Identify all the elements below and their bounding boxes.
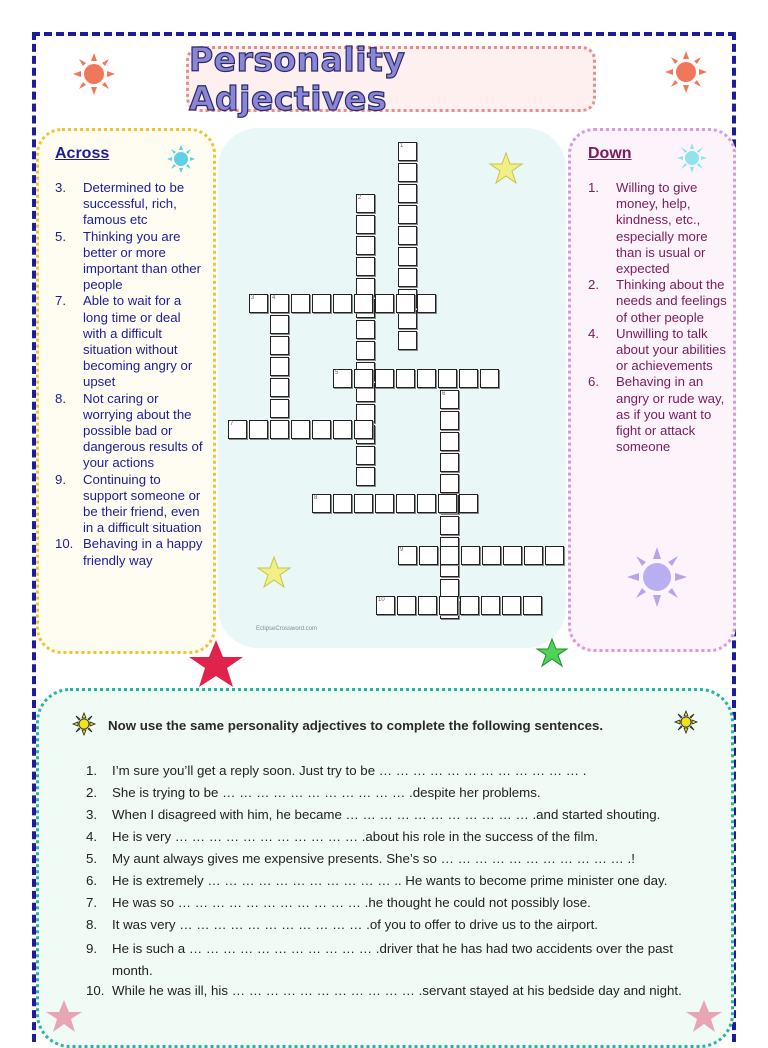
- crossword-cell[interactable]: [398, 184, 417, 203]
- sentence-item: 1. I’m sure you’ll get a reply soon. Just try to be … … … … … … … … … … … … .: [86, 763, 587, 778]
- crossword-cell[interactable]: [523, 596, 542, 615]
- crossword-cell[interactable]: [438, 494, 457, 513]
- crossword-cell[interactable]: [418, 596, 437, 615]
- crossword-cell[interactable]: [481, 596, 500, 615]
- sentence-item: 5. My aunt always gives me expensive presents. She’s so … … … … … … … … … … … .!: [86, 851, 635, 866]
- star-icon: [186, 638, 246, 690]
- crossword-cell[interactable]: [438, 369, 457, 388]
- crossword-cell[interactable]: [440, 432, 459, 451]
- crossword-cell[interactable]: [375, 369, 394, 388]
- sentence-item: 6. He is extremely … … … … … … … … … … … .. He wants to become prime minister one day.: [86, 873, 668, 888]
- sun-icon: [664, 50, 708, 94]
- crossword-cell[interactable]: [397, 596, 416, 615]
- crossword-cell[interactable]: [459, 494, 478, 513]
- crossword-cell[interactable]: [440, 546, 459, 565]
- clue-number: 9: [400, 547, 404, 553]
- crossword-cell[interactable]: [439, 596, 458, 615]
- crossword-cell[interactable]: [270, 336, 289, 355]
- clue-item: 8. Not caring or worrying about the possible bad or dangerous results of your actions: [55, 390, 203, 471]
- crossword-cell[interactable]: [333, 420, 352, 439]
- crossword-cell[interactable]: [398, 247, 417, 266]
- sun-icon: [166, 144, 196, 174]
- title-box: [186, 40, 596, 118]
- crossword-cell[interactable]: [354, 494, 373, 513]
- clue-number: 4: [272, 295, 276, 301]
- down-heading: Down: [588, 145, 632, 162]
- sentence-item: 3. When I disagreed with him, he became … … … … … … … … … … … .and started shouting.: [86, 807, 661, 822]
- sun-icon: [626, 546, 688, 608]
- crossword-cell[interactable]: [270, 357, 289, 376]
- clue-item: 3. Determined to be successful, rich, famous etc: [55, 180, 185, 228]
- crossword-cell[interactable]: [417, 294, 436, 313]
- crossword-cell[interactable]: [396, 369, 415, 388]
- crossword-cell[interactable]: [312, 294, 331, 313]
- crossword-cell[interactable]: [270, 399, 289, 418]
- crossword-cell[interactable]: [356, 341, 375, 360]
- crossword-cell[interactable]: [461, 546, 480, 565]
- crossword-cell[interactable]: [440, 474, 459, 493]
- clue-number: 5: [335, 370, 339, 376]
- crossword-cell[interactable]: [249, 420, 268, 439]
- star-icon: [44, 998, 84, 1024]
- crossword-cell[interactable]: [417, 494, 436, 513]
- clue-item: 7. Able to wait for a long time or deal with a difficult situation without becoming angry or upset: [55, 293, 193, 390]
- clue-item: 10. Behaving in a happy friendly way: [55, 536, 203, 568]
- sentence-list: [86, 762, 706, 1004]
- sentence-item: 4. He is very … … … … … … … … … … … .about his role in the success of the film.: [86, 829, 599, 844]
- sentence-item: 10. While he was ill, his … … … … … … … … … … … .servant stayed at his bedside day and night.: [86, 983, 682, 998]
- crossword-cell[interactable]: [417, 369, 436, 388]
- crossword-cell[interactable]: [460, 596, 479, 615]
- crossword-cell[interactable]: [459, 369, 478, 388]
- crossword-cell[interactable]: [356, 257, 375, 276]
- crossword-cell[interactable]: [356, 236, 375, 255]
- crossword-cell[interactable]: [354, 420, 373, 439]
- crossword-cell[interactable]: [398, 226, 417, 245]
- clue-number: 10: [378, 597, 385, 603]
- crossword-cell[interactable]: [440, 453, 459, 472]
- crossword-cell[interactable]: [356, 320, 375, 339]
- crossword-cell[interactable]: [545, 546, 564, 565]
- clue-number: 1: [400, 143, 404, 149]
- crossword-cell[interactable]: [356, 446, 375, 465]
- crossword-cell[interactable]: [356, 467, 375, 486]
- star-icon: [488, 152, 524, 186]
- clue-item: 4. Unwilling to talk about your abilities or achievements: [588, 325, 726, 374]
- crossword-cell[interactable]: [398, 268, 417, 287]
- crossword-cell[interactable]: [419, 546, 438, 565]
- crossword-cell[interactable]: [375, 494, 394, 513]
- crossword-cell[interactable]: [333, 494, 352, 513]
- crossword-cell[interactable]: [480, 369, 499, 388]
- crossword-cell[interactable]: [524, 546, 543, 565]
- sun-icon: [72, 52, 116, 96]
- crossword-cell[interactable]: [270, 315, 289, 334]
- crossword-cell[interactable]: [398, 331, 417, 350]
- clue-item: 6. Behaving in an angry or rude way, as if you want to fight or attack someone: [588, 374, 725, 455]
- crossword-cell[interactable]: [503, 546, 522, 565]
- clue-number: 8: [314, 495, 318, 501]
- credit-text: EclipseCrossword.com: [256, 626, 318, 632]
- across-clues: [55, 180, 205, 569]
- sentence-item: 8. It was very … … … … … … … … … … … .of you to offer to drive us to the airport.: [86, 917, 598, 932]
- star-icon: [534, 638, 570, 668]
- crossword-cell[interactable]: [502, 596, 521, 615]
- star-icon: [684, 998, 724, 1024]
- crossword-cell[interactable]: [398, 205, 417, 224]
- clue-item: 2. Thinking about the needs and feelings of other people: [588, 277, 727, 325]
- crossword-cell[interactable]: [312, 420, 331, 439]
- crossword-cell[interactable]: [396, 294, 415, 313]
- crossword-cell[interactable]: [270, 420, 289, 439]
- crossword-cell[interactable]: [354, 369, 373, 388]
- crossword-cell[interactable]: [354, 294, 373, 313]
- sun-icon: [72, 712, 96, 736]
- clue-item: 5. Thinking you are better or more important than other people: [55, 228, 202, 293]
- clue-number: 3: [251, 295, 255, 301]
- sentence-item: 9. He is such a … … … … … … … … … … … .driver that he has had two accidents over the past month.: [86, 941, 673, 978]
- crossword-cell[interactable]: [482, 546, 501, 565]
- across-heading: Across: [55, 145, 110, 162]
- clue-item: 9. Continuing to support someone or be their friend, even in a difficult situation: [55, 471, 202, 536]
- crossword-cell[interactable]: [270, 378, 289, 397]
- star-icon: [256, 556, 292, 590]
- crossword-cell[interactable]: [440, 411, 459, 430]
- crossword-cell[interactable]: [398, 163, 417, 182]
- crossword-cell[interactable]: [291, 294, 310, 313]
- crossword-cell[interactable]: [396, 494, 415, 513]
- clue-number: 2: [358, 195, 362, 201]
- page-title: Personality Adjectives: [189, 40, 406, 118]
- sun-icon: [676, 142, 708, 174]
- sun-icon: [674, 710, 698, 734]
- clue-number: 6: [442, 391, 446, 397]
- crossword-cell[interactable]: [291, 420, 310, 439]
- sentence-item: 7. He was so … … … … … … … … … … … .he thought he could not possibly lose.: [86, 895, 591, 910]
- crossword-cell[interactable]: [375, 294, 394, 313]
- down-clues: [588, 180, 728, 455]
- crossword-cell[interactable]: [333, 294, 352, 313]
- crossword-cell[interactable]: [356, 215, 375, 234]
- clue-item: 1. Willing to give money, help, kindness, etc., especially more than is usual or expected: [588, 180, 708, 277]
- clue-number: 7: [230, 421, 234, 427]
- sentence-item: 2. She is trying to be … … … … … … … … … … … .despite her problems.: [86, 785, 541, 800]
- instructions: Now use the same personality adjectives to complete the following sentences.: [108, 718, 604, 733]
- crossword-cell[interactable]: [440, 516, 459, 535]
